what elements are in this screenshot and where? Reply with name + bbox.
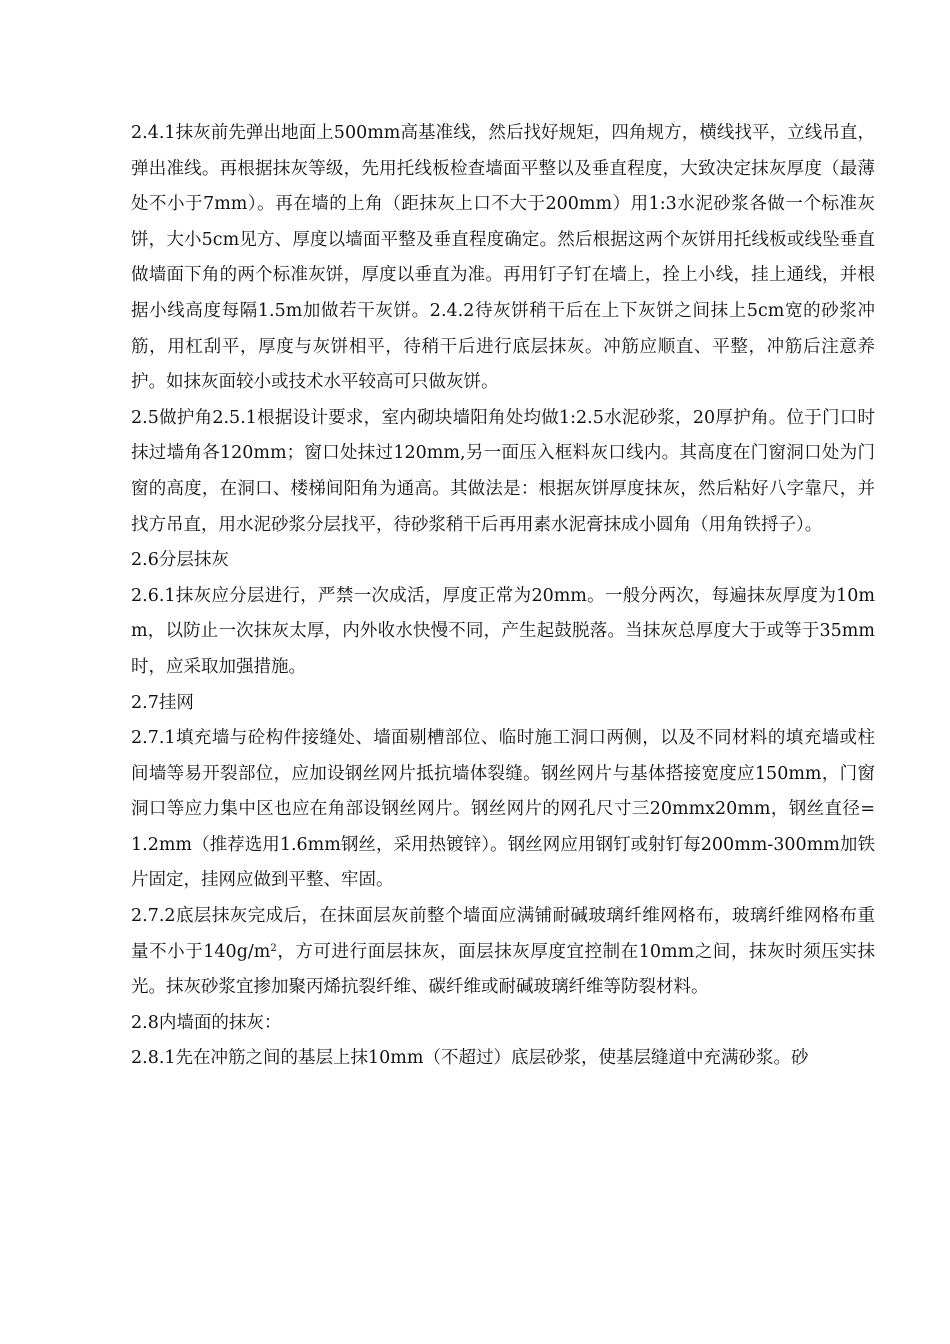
paragraph-2-7-2-part1: 2.7.2底层抹灰完成后，在抹面层灰前整个墙面应满铺耐碱玻璃纤维网格布，玻璃纤维网格布重量不小于140g/m bbox=[131, 906, 875, 962]
heading-2-8: 2.8内墙面的抹灰： bbox=[131, 1012, 282, 1033]
heading-2-6: 2.6分层抹灰 bbox=[131, 550, 229, 571]
paragraph-2-7-1: 2.7.1填充墙与砼构件接缝处、墙面剔槽部位、临时施工洞口两侧，以及不同材料的填充墙或柱间墙等易开裂部位，应加设钢丝网片抵抗墙体裂缝。钢丝网片与基体搭接宽度应150mm，门窗洞口等应力集中区也应在角部设钢丝网片。钢丝网片的网孔尺寸三20mmx20mm，钢丝直径=1.2mm（推荐选用1.6mm钢丝，采用热镀锌）。钢丝网应用钢钉或射钉每200mm-300mm加铁片固定，挂网应做到平整、牢固。 bbox=[131, 728, 875, 891]
paragraph-2-6-1: 2.6.1抹灰应分层进行，严禁一次成活，厚度正常为20mm。一般分两次，每遍抹灰厚度为10mm，以防止一次抹灰太厚，内外收水快慢不同，产生起鼓脱落。当抹灰总厚度大于或等于35mm时，应采取加强措施。 bbox=[131, 585, 875, 677]
paragraph-2-8-1: 2.8.1先在冲筋之间的基层上抹10mm（不超过）底层砂浆，使基层缝道中充满砂浆。砂 bbox=[131, 1048, 809, 1069]
paragraph-2-7-2 bbox=[131, 899, 875, 1006]
heading-2-7: 2.7挂网 bbox=[131, 692, 194, 713]
document-body bbox=[131, 116, 875, 1077]
superscript-2: 2 bbox=[270, 942, 277, 954]
paragraph-2-7-2-part2: ，方可进行面层抹灰，面层抹灰厚度宜控制在10mm之间，抹灰时须压实抹光。抹灰砂浆宜掺加聚丙烯抗裂纤维、碳纤维或耐碱玻璃纤维等防裂材料。 bbox=[131, 941, 875, 998]
paragraph-2-5: 2.5做护角2.5.1根据设计要求，室内砌块墙阳角处均做1:2.5水泥砂浆，20厚护角。位于门口时抹过墙角各120mm；窗口处抹过120mm,另一面压入框料灰口线内。其高度在门窗洞口处为门窗的高度，在洞口、楼梯间阳角为通高。其做法是：根据灰饼厚度抹灰，然后粘好八字靠尺，并找方吊直，用水泥砂浆分层找平，待砂浆稍干后再用素水泥膏抹成小圆角（用角铁捋子）。 bbox=[131, 407, 875, 535]
paragraph-2-4-1: 2.4.1抹灰前先弹出地面上500mm高基准线，然后找好规矩，四角规方，横线找平，立线吊直，弹出准线。再根据抹灰等级，先用托线板检查墙面平整以及垂直程度，大致决定抹灰厚度（最薄处不小于7mm）。再在墙的上角（距抹灰上口不大于200mm）用1:3水泥砂浆各做一个标准灰饼，大小5cm见方、厚度以墙面平整及垂直程度确定。然后根据这两个灰饼用托线板或线坠垂直做墙面下角的两个标准灰饼，厚度以垂直为准。再用钉子钉在墙上，拴上小线，挂上通线，并根据小线高度每隔1.5m加做若干灰饼。2.4.2待灰饼稍干后在上下灰饼之间抹上5cm宽的砂浆冲筋，用杠刮平，厚度与灰饼相平，待稍干后进行底层抹灰。冲筋应顺直、平整，冲筋后注意养护。如抹灰面较小或技术水平较高可只做灰饼。 bbox=[131, 123, 875, 393]
